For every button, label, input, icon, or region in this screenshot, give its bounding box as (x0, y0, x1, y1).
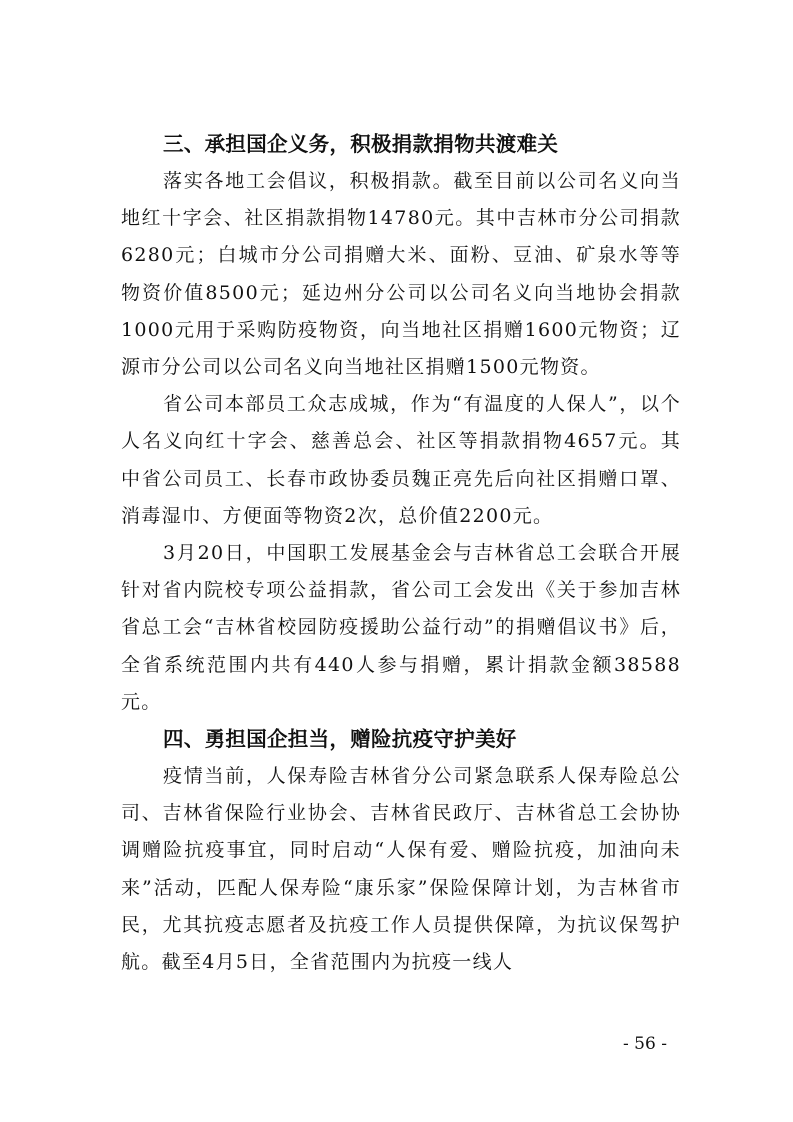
paragraph: 疫情当前，人保寿险吉林省分公司紧急联系人保寿险总公司、吉林省保险行业协会、吉林省民政厅、吉林省总工会协协调赠险抗疫事宜，同时启动“人保有爱、赠险抗疫，加油向未来”活动，匹配人保寿险“康乐家”保险保障计划，为吉林省市民，尤其抗疫志愿者及抗疫工作人员提供保障，为抗议保驾护航。截至4月5日，全省范围内为抗疫一线人 (121, 765, 681, 974)
document-body (121, 126, 681, 981)
paragraph: 落实各地工会倡议，积极捐款。截至目前以公司名义向当地红十字会、社区捐款捐物14780元。其中吉林市分公司捐款6280元；白城市分公司捐赠大米、面粉、豆油、矿泉水等等物资价值8500元；延边州分公司以公司名义向当地协会捐款1000元用于采购防疫物资，向当地社区捐赠1600元物资；辽源市分公司以公司名义向当地社区捐赠1500元物资。 (121, 170, 681, 379)
section-heading-4: 四、勇担国企担当，赠险抗疫守护美好 (163, 727, 517, 752)
paragraph: 3月20日，中国职工发展基金会与吉林省总工会联合开展针对省内院校专项公益捐款，省公司工会发出《关于参加吉林省总工会“吉林省校园防疫援助公益行动”的捐赠倡议书》后，全省系统范围内共有440人参与捐赠，累计捐款金额38588元。 (121, 542, 681, 713)
page-number: - 56 - (623, 1034, 667, 1054)
section-heading-3: 三、承担国企义务，积极捐款捐物共渡难关 (163, 132, 559, 156)
paragraph: 省公司本部员工众志成城，作为“有温度的人保人”，以个人名义向红十字会、慈善总会、社区等捐款捐物4657元。其中省公司员工、长春市政协委员魏正亮先后向社区捐赠口罩、消毒湿巾、方便面等物资2次，总价值2200元。 (121, 393, 681, 527)
